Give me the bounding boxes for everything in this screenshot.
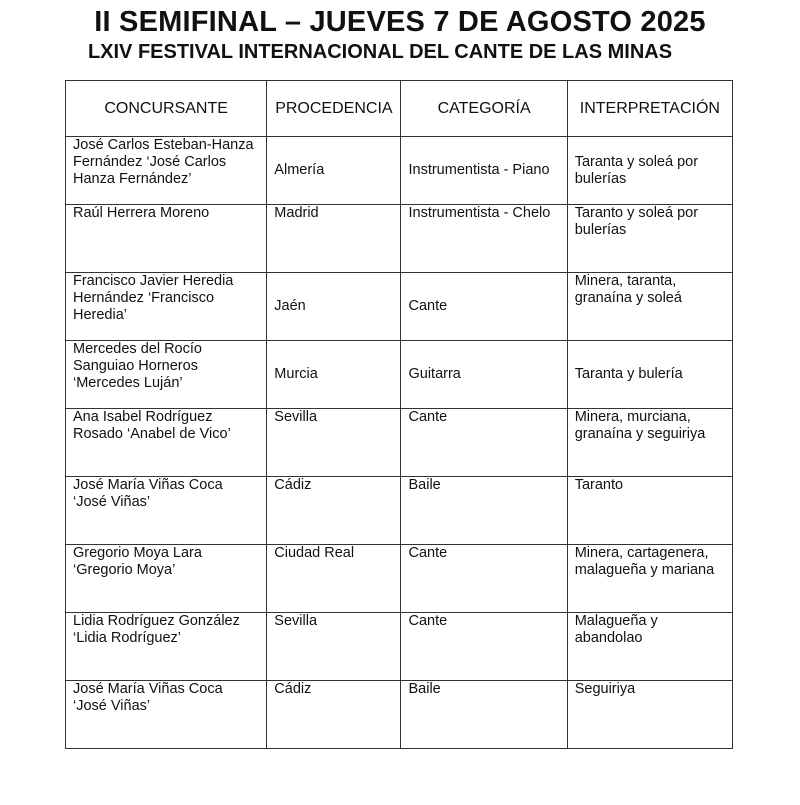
cell-concursante: Lidia Rodríguez González ‘Lidia Rodríguez’ xyxy=(66,613,267,681)
cell-interpretacion: Minera, cartagenera, malagueña y mariana xyxy=(567,545,732,613)
cell-interpretacion: Taranto y soleá por bulerías xyxy=(567,205,732,273)
table-row xyxy=(66,477,733,545)
table-row xyxy=(66,613,733,681)
cell-concursante: Gregorio Moya Lara ‘Gregorio Moya’ xyxy=(66,545,267,613)
cell-categoria: Instrumentista - Piano xyxy=(401,137,567,205)
table-row xyxy=(66,545,733,613)
cell-concursante: José Carlos Esteban-Hanza Fernández ‘José Carlos Hanza Fernández’ xyxy=(66,137,267,205)
column-header-concursante: CONCURSANTE xyxy=(66,81,267,137)
table-row xyxy=(66,273,733,341)
column-header-categoria: CATEGORÍA xyxy=(401,81,567,137)
cell-interpretacion: Malagueña y abandolao xyxy=(567,613,732,681)
cell-categoria: Cante xyxy=(401,545,567,613)
cell-categoria: Cante xyxy=(401,273,567,341)
cell-procedencia: Sevilla xyxy=(267,613,401,681)
cell-categoria: Guitarra xyxy=(401,341,567,409)
cell-procedencia: Ciudad Real xyxy=(267,545,401,613)
cell-interpretacion: Seguiriya xyxy=(567,681,732,749)
table-row xyxy=(66,205,733,273)
cell-concursante: José María Viñas Coca ‘José Viñas’ xyxy=(66,681,267,749)
page-subtitle: LXIV FESTIVAL INTERNACIONAL DEL CANTE DE LAS MINAS xyxy=(87,41,673,63)
cell-categoria: Cante xyxy=(401,613,567,681)
cell-procedencia: Murcia xyxy=(267,341,401,409)
cell-procedencia: Cádiz xyxy=(267,681,401,749)
cell-categoria: Cante xyxy=(401,409,567,477)
cell-interpretacion: Taranto xyxy=(567,477,732,545)
cell-interpretacion: Taranta y soleá por bulerías xyxy=(567,137,732,205)
cell-interpretacion: Minera, taranta, granaína y soleá xyxy=(567,273,732,341)
cell-categoria: Instrumentista - Chelo xyxy=(401,205,567,273)
cell-concursante: Ana Isabel Rodríguez Rosado ‘Anabel de Vico’ xyxy=(66,409,267,477)
cell-procedencia: Madrid xyxy=(267,205,401,273)
table-row xyxy=(66,681,733,749)
cell-concursante: Mercedes del Rocío Sanguiao Horneros ‘Mercedes Luján’ xyxy=(66,341,267,409)
cell-concursante: Raúl Herrera Moreno xyxy=(66,205,267,273)
cell-categoria: Baile xyxy=(401,477,567,545)
table-row xyxy=(66,409,733,477)
column-header-procedencia: PROCEDENCIA xyxy=(267,81,401,137)
cell-interpretacion: Minera, murciana, granaína y seguiriya xyxy=(567,409,732,477)
cell-procedencia: Jaén xyxy=(267,273,401,341)
cell-interpretacion: Taranta y bulería xyxy=(567,341,732,409)
table-header-row xyxy=(66,81,733,137)
cell-procedencia: Cádiz xyxy=(267,477,401,545)
cell-categoria: Baile xyxy=(401,681,567,749)
contestants-table xyxy=(65,80,733,749)
page-title: II SEMIFINAL – JUEVES 7 DE AGOSTO 2025 xyxy=(94,6,706,38)
cell-concursante: José María Viñas Coca ‘José Viñas’ xyxy=(66,477,267,545)
cell-concursante: Francisco Javier Heredia Hernández ‘Francisco Heredia’ xyxy=(66,273,267,341)
cell-procedencia: Almería xyxy=(267,137,401,205)
table-row xyxy=(66,341,733,409)
table-row xyxy=(66,137,733,205)
column-header-interpretacion: INTERPRETACIÓN xyxy=(567,81,732,137)
cell-procedencia: Sevilla xyxy=(267,409,401,477)
